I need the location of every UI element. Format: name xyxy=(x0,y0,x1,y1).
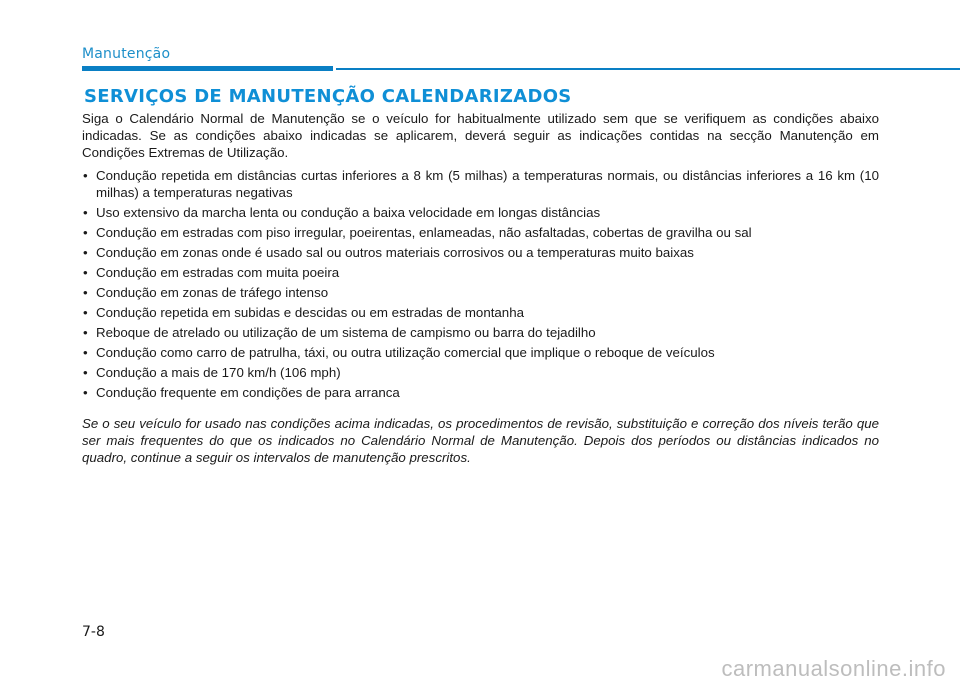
section-label: Manutenção xyxy=(82,46,171,62)
list-item-text: Condução em zonas onde é usado sal ou outros materiais corrosivos ou a temperaturas muito baixas xyxy=(96,245,694,260)
bullet-icon: • xyxy=(83,225,88,240)
list-item-text: Condução em zonas de tráfego intenso xyxy=(96,285,329,300)
list-item-text: Condução frequente em condições de para arranca xyxy=(96,385,400,400)
page-number: 7-8 xyxy=(82,624,105,640)
list-item xyxy=(82,224,879,241)
list-item xyxy=(82,244,879,261)
list-item-text: Condução a mais de 170 km/h (106 mph) xyxy=(96,365,341,380)
list-item xyxy=(82,384,879,401)
list-item-text: Condução em estradas com muita poeira xyxy=(96,265,340,280)
page-heading: SERVIÇOS DE MANUTENÇÃO CALENDARIZADOS xyxy=(84,86,572,107)
list-item-text: Reboque de atrelado ou utilização de um sistema de campismo ou barra do tejadilho xyxy=(96,325,596,340)
bullet-icon: • xyxy=(83,365,88,380)
header-rule-thick xyxy=(82,66,333,71)
list-item xyxy=(82,364,879,381)
bullet-icon: • xyxy=(83,325,88,340)
bullet-icon: • xyxy=(83,245,88,260)
bullet-icon: • xyxy=(83,345,88,360)
list-item-text: Condução repetida em subidas e descidas ou em estradas de montanha xyxy=(96,305,524,320)
list-item-text: Uso extensivo da marcha lenta ou condução a baixa velocidade em longas distâncias xyxy=(96,205,601,220)
note-paragraph: Se o seu veículo for usado nas condições acima indicadas, os procedimentos de revisão, substituição e correção dos níveis terão que ser mais frequentes do que os indicados no Calendário Normal de Manutenção. Depois dos períodos ou distâncias indicados no quadro, continue a seguir os intervalos de manutenção prescritos. xyxy=(82,416,879,465)
bullet-icon: • xyxy=(83,385,88,400)
list-item xyxy=(82,324,879,341)
header-rule-thin xyxy=(336,68,960,70)
content-area xyxy=(82,110,879,466)
list-item xyxy=(82,204,879,221)
intro-paragraph: Siga o Calendário Normal de Manutenção se o veículo for habitualmente utilizado sem que se verifiquem as condições abaixo indicadas. Se as condições abaixo indicadas se aplicarem, deverá seguir as indicações contidas na secção Manutenção em Condições Extremas de Utilização. xyxy=(82,111,879,160)
bullet-icon: • xyxy=(83,168,88,183)
conditions-list xyxy=(82,167,879,401)
list-item xyxy=(82,264,879,281)
list-item xyxy=(82,304,879,321)
watermark: carmanualsonline.info xyxy=(721,656,946,681)
list-item xyxy=(82,284,879,301)
list-item-text: Condução em estradas com piso irregular, poeirentas, enlameadas, não asfaltadas, cobertas de gravilha ou sal xyxy=(96,225,752,240)
bullet-icon: • xyxy=(83,305,88,320)
bullet-icon: • xyxy=(83,205,88,220)
list-item-text: Condução como carro de patrulha, táxi, ou outra utilização comercial que implique o reboque de veículos xyxy=(96,345,715,360)
bullet-icon: • xyxy=(83,285,88,300)
list-item-text: Condução repetida em distâncias curtas inferiores a 8 km (5 milhas) a temperaturas normais, ou distâncias inferiores a 16 km (10 milhas) a temperaturas negativas xyxy=(96,168,879,200)
list-item xyxy=(82,167,879,201)
list-item xyxy=(82,344,879,361)
bullet-icon: • xyxy=(83,265,88,280)
